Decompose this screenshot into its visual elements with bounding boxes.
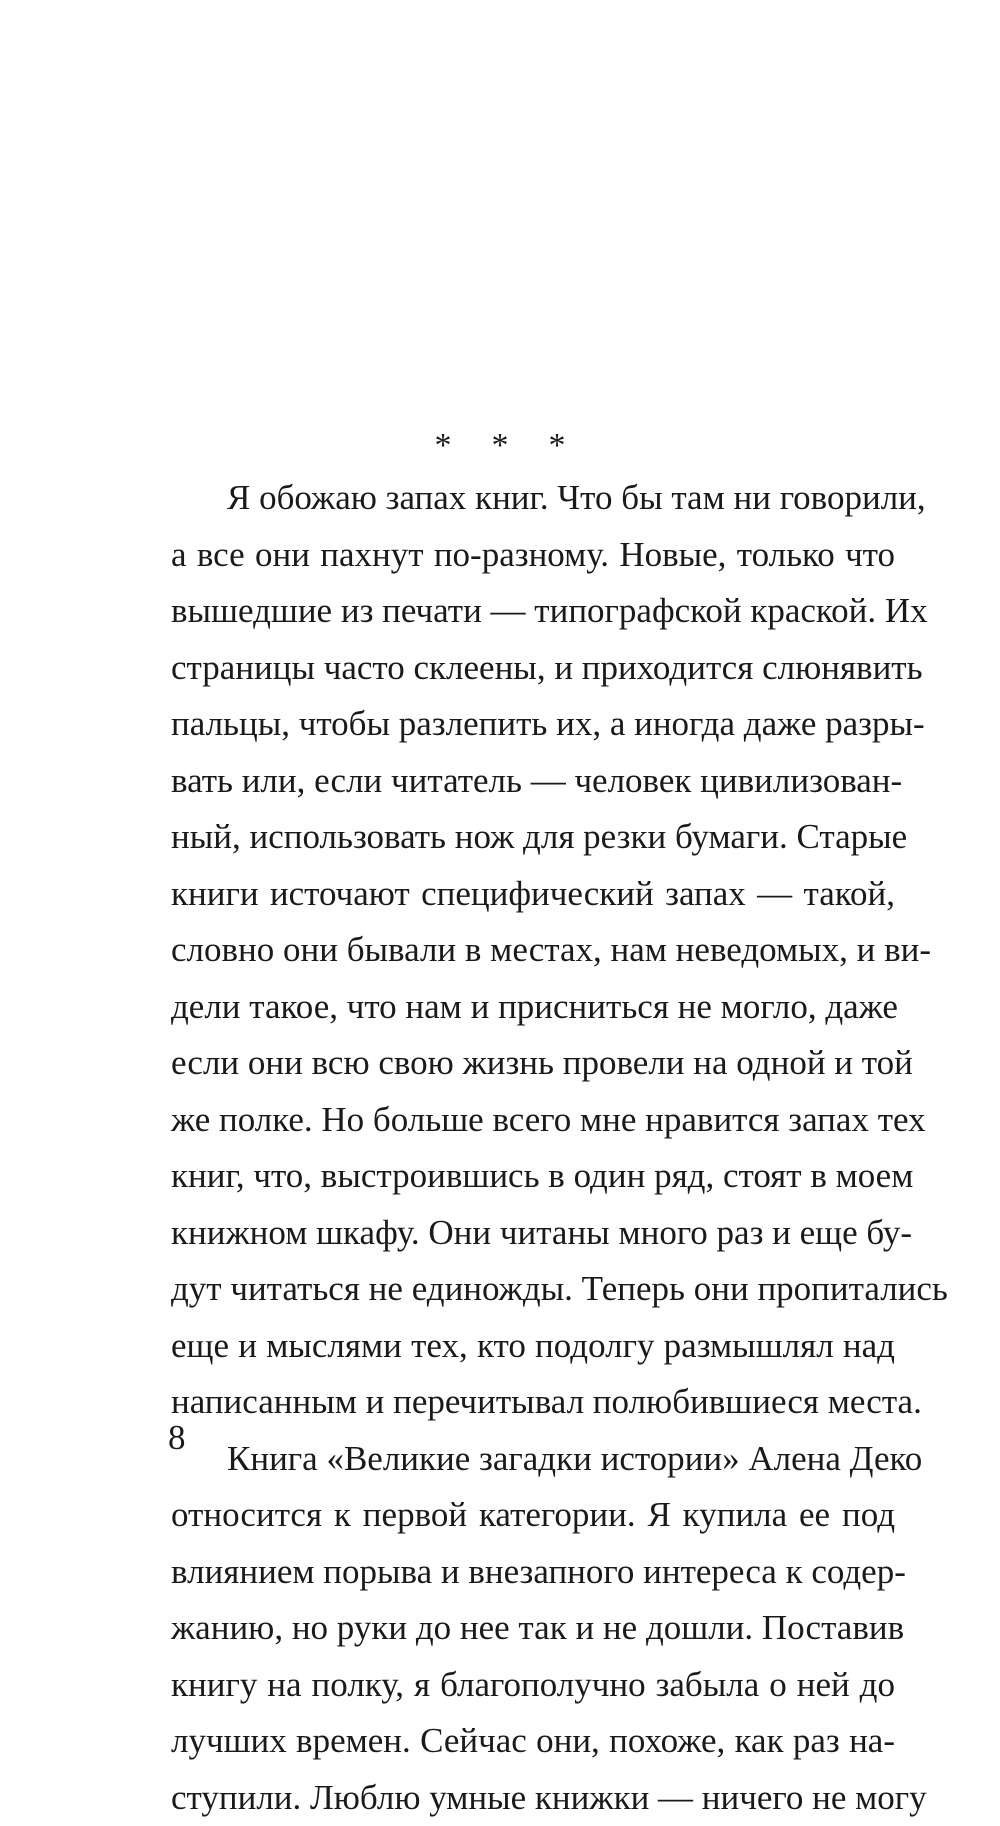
text-line: дели такое, что нам и присниться не могло, даже: [171, 979, 895, 1036]
text-line: вышедшие из печати — типографской краской. Их: [171, 583, 895, 640]
text-line: ступили. Люблю умные книжки — ничего не могу: [171, 1770, 895, 1826]
section-break: [0, 426, 1000, 466]
text-line: книги источают специфический запах — такой,: [171, 866, 895, 923]
text-line: пальцы, чтобы разлепить их, а иногда даже разры-: [171, 696, 895, 753]
text-line: книг, что, выстроившись в один ряд, стоят в моем: [171, 1148, 895, 1205]
text-line: словно они бывали в местах, нам неведомых, и ви-: [171, 922, 895, 979]
text-line: вать или, если читатель — человек цивилизован-: [171, 753, 895, 810]
text-line: же полке. Но больше всего мне нравится запах тех: [171, 1092, 895, 1149]
text-line: написанным и перечитывал полюбившиеся места.: [171, 1374, 895, 1431]
body-text: [171, 470, 895, 1826]
text-line: Я обожаю запах книг. Что бы там ни говорили,: [171, 470, 895, 527]
text-line: если они всю свою жизнь провели на одной и той: [171, 1035, 895, 1092]
section-break-asterisk: *: [435, 426, 452, 466]
text-line: еще и мыслями тех, кто подолгу размышлял над: [171, 1318, 895, 1375]
text-line: относится к первой категории. Я купила ее под: [171, 1487, 895, 1544]
text-line: Книга «Великие загадки истории» Алена Деко: [171, 1431, 895, 1488]
text-line: а все они пахнут по-разному. Новые, только что: [171, 527, 895, 584]
text-line: ный, использовать нож для резки бумаги. Старые: [171, 809, 895, 866]
section-break-asterisk: *: [549, 426, 566, 466]
page-number: 8: [168, 1418, 186, 1458]
text-line: книгу на полку, я благополучно забыла о ней до: [171, 1657, 895, 1714]
text-line: страницы часто склеены, и приходится слюнявить: [171, 640, 895, 697]
section-break-asterisk: *: [492, 426, 509, 466]
text-line: влиянием порыва и внезапного интереса к содер-: [171, 1544, 895, 1601]
text-line: дут читаться не единожды. Теперь они пропитались: [171, 1261, 895, 1318]
text-line: жанию, но руки до нее так и не дошли. Поставив: [171, 1600, 895, 1657]
text-line: книжном шкафу. Они читаны много раз и еще бу-: [171, 1205, 895, 1262]
text-line: лучших времен. Сейчас они, похоже, как раз на-: [171, 1713, 895, 1770]
